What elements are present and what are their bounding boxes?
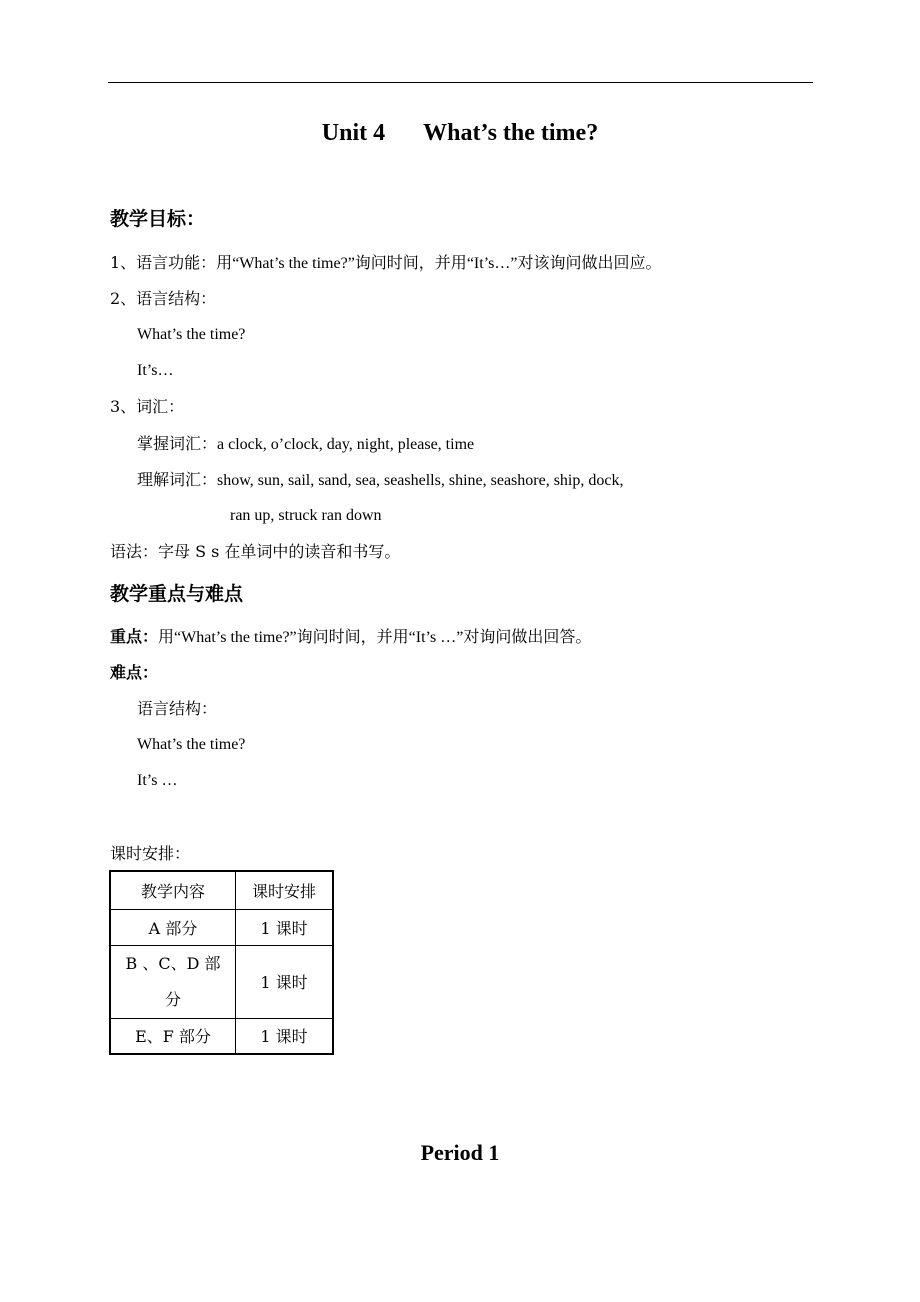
- focus-heading: 教学重点与难点: [110, 583, 244, 605]
- table-row: [110, 1018, 333, 1054]
- understand-vocabulary-cont: ran up, struck ran down: [230, 507, 382, 524]
- header-content: 教学内容: [110, 871, 236, 909]
- document-title: [0, 120, 920, 147]
- table-row: [110, 909, 333, 945]
- understand-vocabulary: 理解词汇：show, sun, sail, sand, sea, seashells, shine, seashore, ship, dock,: [137, 470, 624, 489]
- row-hours: 1 课时: [236, 909, 334, 945]
- key-point: 重点：用“What’s the time?”询问时间，并用“It’s …”对询问做出回答。: [110, 627, 592, 646]
- row-hours: 1 课时: [236, 945, 334, 1018]
- master-vocabulary: 掌握词汇：a clock, o’clock, day, night, please, time: [137, 434, 475, 453]
- schedule-label: 课时安排：: [110, 844, 191, 863]
- schedule-table: [109, 870, 334, 1055]
- grammar-line: 语法：字母 S s 在单词中的读音和书写。: [110, 542, 401, 561]
- difficult-label: 难点：: [110, 663, 159, 682]
- difficult-question: What’s the time?: [137, 736, 246, 753]
- period-heading: Period 1: [420, 1140, 500, 1165]
- table-header-row: [110, 871, 333, 909]
- difficult-structure: 语言结构：: [137, 699, 218, 718]
- structure-answer: It’s…: [137, 362, 174, 379]
- header-hours: 课时安排: [236, 871, 334, 909]
- title-unit: Unit 4: [321, 120, 386, 146]
- objective-3: 3、词汇：: [110, 397, 185, 416]
- row-content: B 、C、D 部 分: [110, 945, 236, 1018]
- objective-2: 2、语言结构：: [110, 289, 217, 308]
- objective-1: 1、语言功能：用“What’s the time?”询问时间，并用“It’s…”对该询问做出回应。: [110, 253, 662, 272]
- difficult-answer: It’s …: [137, 772, 178, 789]
- objectives-heading: 教学目标：: [110, 208, 206, 230]
- structure-question: What’s the time?: [137, 326, 246, 343]
- row-content: E、F 部分: [110, 1018, 236, 1054]
- row-content: A 部分: [110, 909, 236, 945]
- table-row: [110, 945, 333, 1018]
- title-question: What’s the time?: [423, 120, 599, 146]
- row-hours: 1 课时: [236, 1018, 334, 1054]
- header-rule: [108, 82, 813, 83]
